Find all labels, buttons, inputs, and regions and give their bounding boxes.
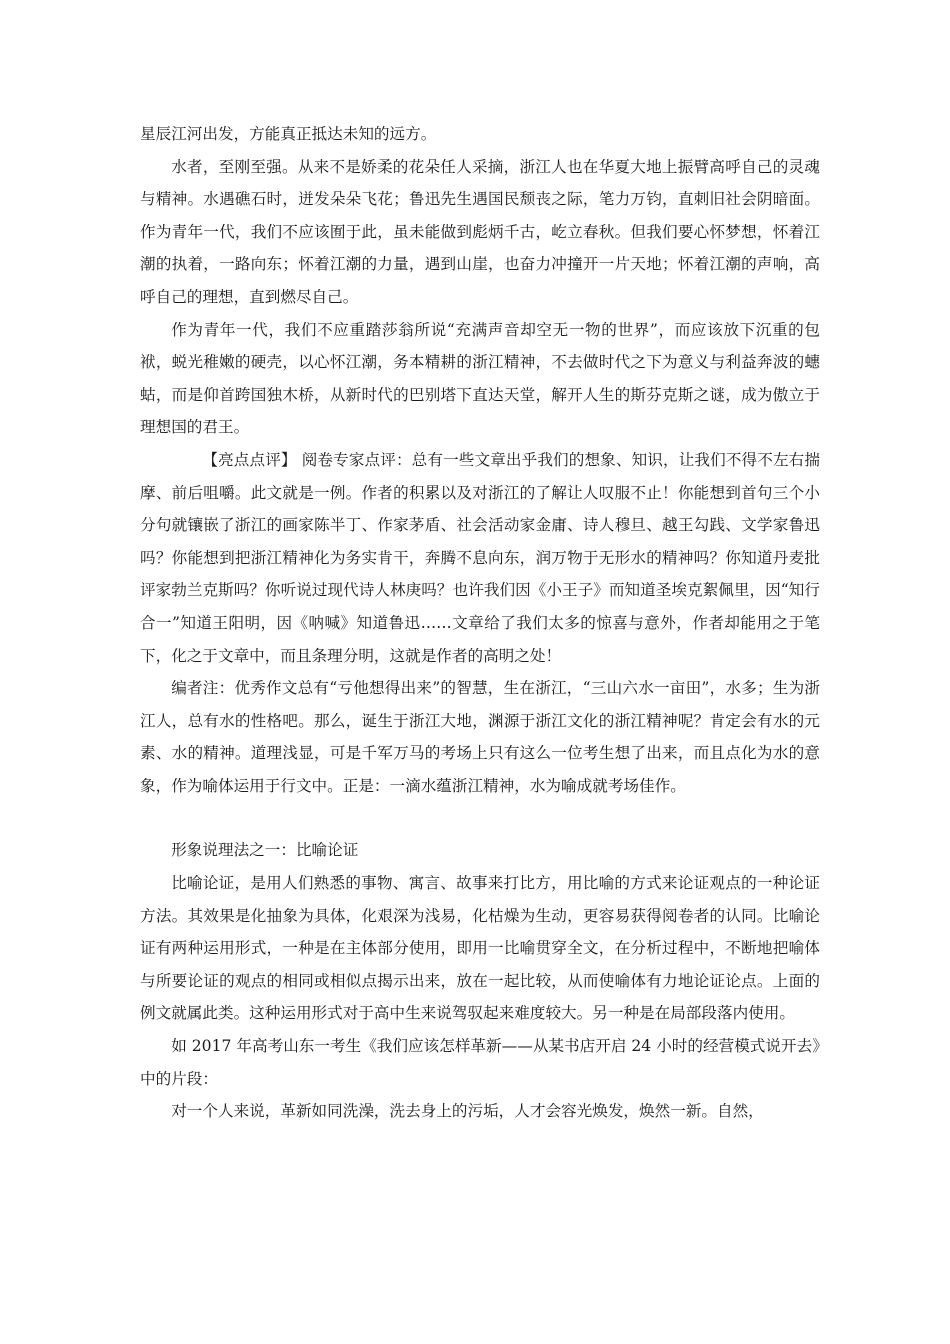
paragraph-continuation: 星辰江河出发，方能真正抵达未知的远方。 — [140, 125, 437, 143]
paragraph-water: 水者，至刚至强。从来不是娇柔的花朵任人采摘，浙江人也在华夏大地上振臂高呼自己的灵魂与精神。水遇礁石时，迸发朵朵飞花；鲁迅先生遇国民颓丧之际，笔力万钧，直刺旧社会阴暗面。作为青年一代，我们不应该囿于此，虽未能做到彪炳千古，屹立春秋。但我们要心怀梦想，怀着江潮的执着，一路向东；怀着江潮的力量，遇到山崖，也奋力冲撞开一片天地；怀着江潮的声响，高呼自己的理想，直到燃尽自己。 — [140, 157, 820, 306]
section-gap — [140, 802, 820, 834]
paragraph-editor-note: 编者注：优秀作文总有“亏他想得出来”的智慧，生在浙江，“三山六水一亩田”，水多；生为浙江人，总有水的性格吧。那么，诞生于浙江大地，渊源于浙江文化的浙江精神呢？肯定会有水的元素、水的精神。道理浅显，可是千军万马的考场上只有这么一位考生想了出来，而且点化为水的意象，作为喻体运用于行文中。正是：一滴水蕴浙江精神，水为喻成就考场佳作。 — [140, 679, 820, 795]
document-page — [140, 118, 820, 1128]
paragraph-metaphor-argument: 比喻论证，是用人们熟悉的事物、寓言、故事来打比方，用比喻的方式来论证观点的一种论证方法。其效果是化抽象为具体，化艰深为浅易，化枯燥为生动，更容易获得阅卷者的认同。比喻论证有两种运用形式，一种是在主体部分使用，即用一比喻贯穿全文，在分析过程中，不断地把喻体与所要论证的观点的相同或相似点揭示出来，放在一起比较，从而使喻体有力地论证论点。上面的例文就属此类。这种运用形式对于高中生来说驾驭起来难度较大。另一种是在局部段落内使用。 — [140, 874, 820, 1023]
paragraph-youth: 作为青年一代，我们不应重踏莎翁所说“充满声音却空无一物的世界”，而应该放下沉重的包袱，蜕光稚嫩的硬壳，以心怀江潮，务本精耕的浙江精神，不去做时代之下为意义与利益奔波的蟪蛄，而是仰首跨国独木桥，从新时代的巴别塔下直达天堂，解开人生的斯芬克斯之谜，成为傲立于理想国的君王。 — [140, 320, 820, 437]
paragraph-example-excerpt: 对一个人来说，革新如同洗澡，洗去身上的污垢，人才会容光焕发，焕然一新。自然， — [171, 1102, 764, 1121]
section-heading: 形象说理法之一：比喻论证 — [171, 841, 359, 860]
paragraph-expert-comment: 【亮点点评】 阅卷专家点评：总有一些文章出乎我们的想象、知识，让我们不得不左右揣摩、前后咀嚼。此文就是一例。作者的积累以及对浙江的了解让人叹服不止！你能想到首句三个小分句就镶嵌了浙江的画家陈半丁、作家茅盾、社会活动家金庸、诗人穆旦、越王勾践、文学家鲁迅吗？你能想到把浙江精神化为务实肯干，奔腾不息向东，润万物于无形水的精神吗？你知道丹麦批评家勃兰克斯吗？你听说过现代诗人林庚吗？也许我们因《小王子》而知道圣埃克絮佩里，因“知行合一”知道王阳明，因《呐喊》知道鲁迅……文章给了我们太多的惊喜与意外，作者却能用之于笔下，化之于文章中，而且条理分明，这就是作者的高明之处！ — [140, 450, 820, 665]
paragraph-example-intro: 如 2017 年高考山东一考生《我们应该怎样革新——从某书店开启 24 小时的经营模式说开去》中的片段： — [140, 1037, 820, 1088]
